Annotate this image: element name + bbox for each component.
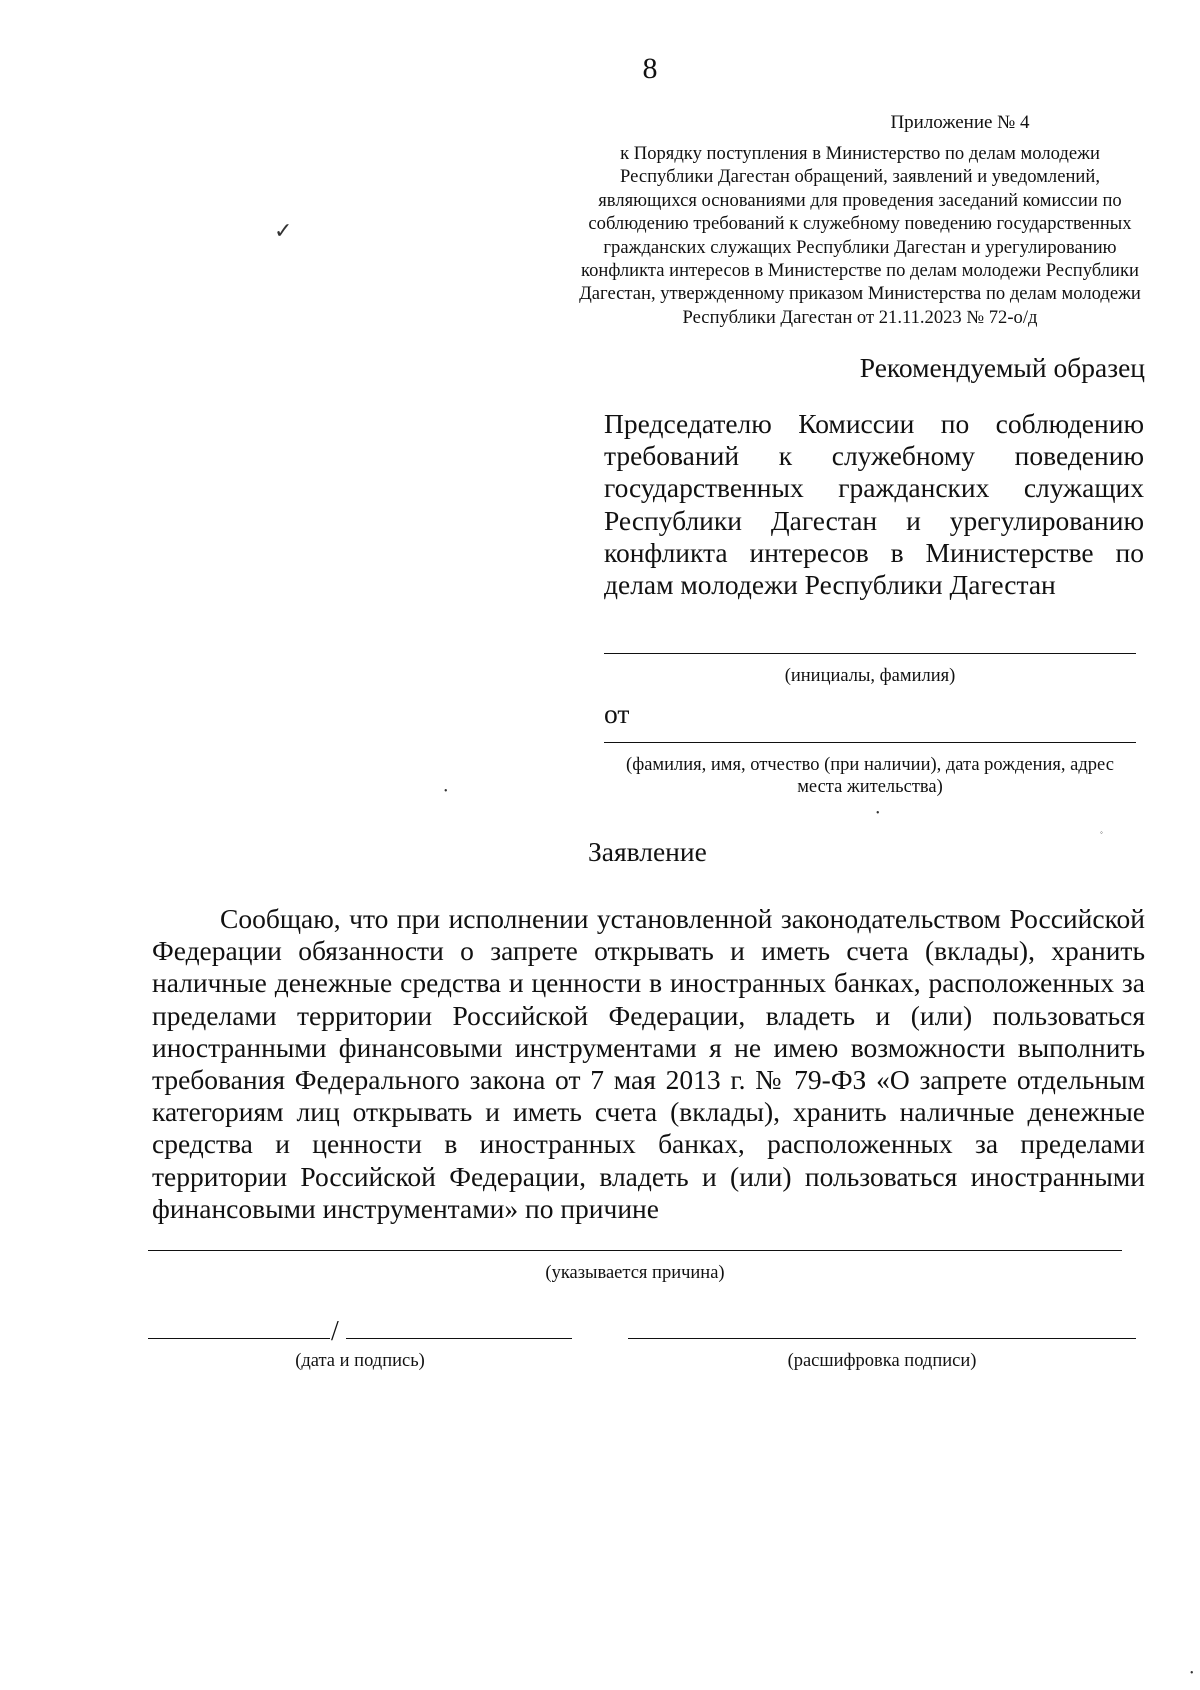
reason-line bbox=[148, 1250, 1122, 1251]
statement-body bbox=[152, 903, 1145, 1225]
sample-label: Рекомендуемый образец bbox=[859, 352, 1145, 383]
addressee-block: Председателю Комиссии по соблюдению требований к служебному поведению государственных гражданских служащих Республики Дагестан и урегулированию конфликта интересов в Министерстве по делам молодежи Республики Дагестан bbox=[604, 408, 1144, 601]
scan-mark: • bbox=[444, 786, 448, 797]
scan-mark: ✓ bbox=[274, 218, 293, 243]
date-signature-caption: (дата и подпись) bbox=[295, 1351, 425, 1371]
reason-caption: (указывается причина) bbox=[545, 1263, 725, 1283]
initials-line bbox=[604, 653, 1136, 654]
scan-mark: • bbox=[876, 808, 880, 819]
annex-title: Приложение № 4 bbox=[890, 112, 1030, 133]
signature-line bbox=[346, 1338, 572, 1339]
annex-description: к Порядку поступления в Министерство по делам молодежи Республики Дагестан обращений, заявлений и уведомлений, являющихся основаниями для проведения заседаний комиссии по соблюдению требований к служебному поведению государственных гражданских служащих Республики Дагестан и урегулированию конфликта интересов в Министерстве по делам молодежи Республики Дагестан, утвержденному приказом Министерства по делам молодежи Республики Дагестан от 21.11.2023 № 72-о/д bbox=[579, 143, 1141, 328]
signature-decoding-line bbox=[628, 1338, 1136, 1339]
initials-caption: (инициалы, фамилия) bbox=[784, 666, 956, 686]
statement-body-text: Сообщаю, что при исполнении установленной законодательством Российской Федерации обязанности о запрете открывать и иметь счета (вклады), хранить наличные денежные средства и ценности в иностранных банках, расположенных за пределами территории Российской Федерации, владеть и (или) пользоваться иностранными финансовыми инструментами я не имею возможности выполнить требования Федерального закона от 7 мая 2013 г. № 79-ФЗ «О запрете отдельным категориям лиц открывать и иметь счета (вклады), хранить наличные денежные средства и ценности в иностранных банках, расположенных за пределами территории Российской Федерации, владеть и (или) пользоваться иностранными финансовыми инструментами» по причине bbox=[152, 903, 1145, 1224]
date-signature-separator: / bbox=[331, 1316, 339, 1347]
from-label: от bbox=[604, 698, 630, 729]
signature-decoding-caption: (расшифровка подписи) bbox=[787, 1351, 977, 1371]
scan-mark: • bbox=[1190, 1668, 1194, 1679]
page-number: 8 bbox=[642, 52, 658, 85]
scan-mark: ◦ bbox=[1100, 828, 1103, 837]
applicant-caption: (фамилия, имя, отчество (при наличии), дата рождения, адрес места жительства) bbox=[626, 755, 1114, 797]
applicant-line bbox=[604, 742, 1136, 743]
date-line bbox=[148, 1338, 330, 1339]
statement-title: Заявление bbox=[588, 836, 707, 867]
